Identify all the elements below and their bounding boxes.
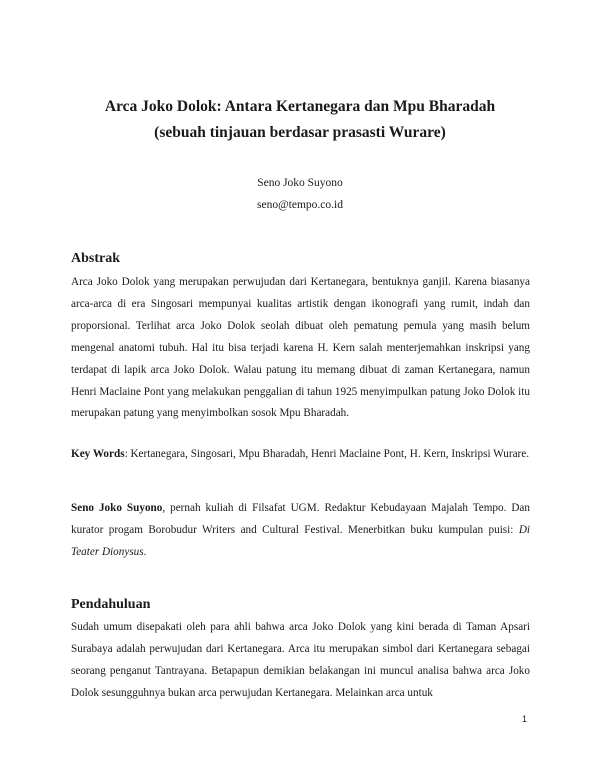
bio-text: , pernah kuliah di Filsafat UGM. Redaktur Kebudayaan Majalah Tempo. Dan kurator progam Borobudur Writers and Cultural Festival. Menerbitkan buku kumpulan puisi: — [71, 502, 530, 536]
bio-name: Seno Joko Suyono — [71, 502, 163, 514]
abstract-heading: Abstrak — [71, 251, 121, 266]
keywords-paragraph — [71, 445, 530, 463]
bio-book-title: Di Teater Dionysus — [71, 523, 530, 558]
author-bio — [71, 498, 530, 564]
intro-text: Sudah umum disepakati oleh para ahli bahwa arca Joko Dolok yang kini berada di Taman Apsari Surabaya adalah perwujudan dari Kertanegara. Arca itu merupakan simbol dari Kertanegara sebagai seorang penganut Tantrayana. Betapapun demikian belakangan ini muncul analisa bahwa arca Joko Dolok sesungguhnya bukan arca perwujudan Kertanegara. Melainkan arca untuk — [71, 621, 530, 699]
bio-end: . — [143, 545, 147, 558]
keywords-text: : Kertanegara, Singosari, Mpu Bharadah, Henri Maclaine Pont, H. Kern, Inskripsi Wurare. — [124, 448, 530, 460]
paper-title: Arca Joko Dolok: Antara Kertanegara dan Mpu Bharadah — [104, 98, 496, 115]
author-name: Seno Joko Suyono — [257, 177, 343, 189]
intro-heading: Pendahuluan — [71, 597, 151, 612]
keywords-label: Key Words — [71, 448, 125, 460]
author-email: seno@tempo.co.id — [257, 199, 343, 211]
page-number: 1 — [522, 714, 528, 724]
paper-subtitle: (sebuah tinjauan berdasar prasasti Wurare) — [154, 124, 446, 141]
abstract-text: Arca Joko Dolok yang merupakan perwujudan dari Kertanegara, bentuknya ganjil. Karena biasanya arca-arca di era Singosari mempunyai kualitas artistik dengan ikonografi yang rumit, indah dan proporsional. Terlihat arca Joko Dolok seolah dibuat oleh pematung pemula yang masih belum mengenal anatomi tubuh. Hal itu bisa terjadi karena H. Kern salah menterjemahkan inskripsi yang terdapat di lapik arca Joko Dolok. Walau patung itu memang dibuat di zaman Kertanegara, namun Henri Maclaine Pont yang melakukan penggalian di tahun 1925 menyimpulkan patung Joko Dolok itu merupakan patung yang menyimbolkan sosok Mpu Bharadah. — [71, 276, 530, 420]
